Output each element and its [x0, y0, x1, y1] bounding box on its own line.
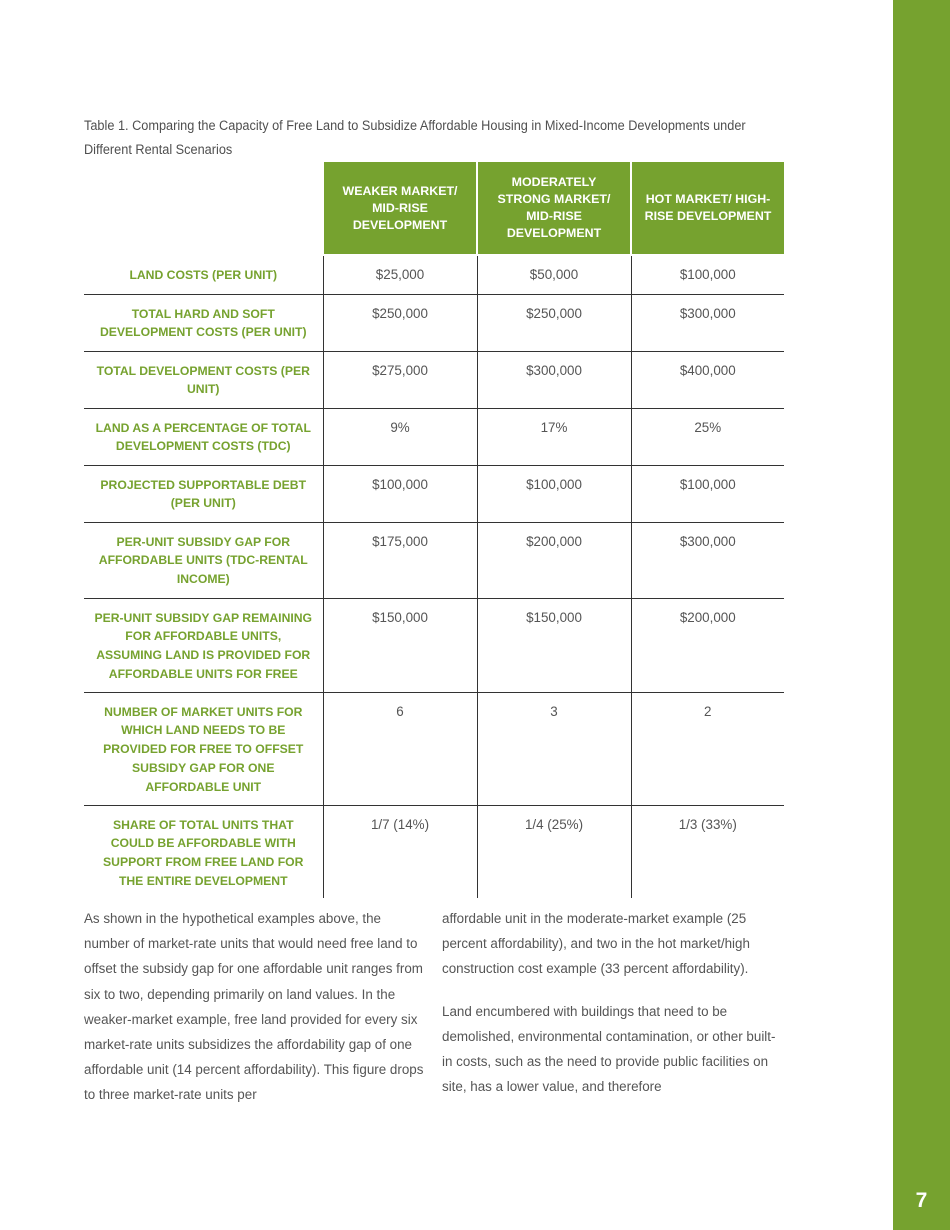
row-label-subsidy-gap: PER-UNIT SUBSIDY GAP FOR AFFORDABLE UNITS (TDC-RENTAL INCOME) — [98, 534, 308, 587]
table-cell: $25,000 — [323, 255, 477, 294]
table-header-row — [84, 162, 784, 255]
table-cell: $50,000 — [477, 255, 631, 294]
comparison-table — [84, 162, 784, 898]
table-cell: $250,000 — [323, 294, 477, 351]
row-label-subsidy-gap-remaining: PER-UNIT SUBSIDY GAP REMAINING FOR AFFORDABLE UNITS, ASSUMING LAND IS PROVIDED FOR AFFORDABLE UNITS FOR FREE — [94, 610, 313, 681]
column-header-hot-market: HOT MARKET/ HIGH-RISE DEVELOPMENT — [631, 162, 784, 255]
table-cell: 25% — [631, 408, 784, 465]
table-row — [84, 351, 784, 408]
column-header-moderately-strong-market: MODERATELY STRONG MARKET/ MID-RISE DEVELOPMENT — [477, 162, 631, 255]
table-cell: $200,000 — [477, 522, 631, 598]
row-label-number-of-market-units: NUMBER OF MARKET UNITS FOR WHICH LAND NEEDS TO BE PROVIDED FOR FREE TO OFFSET SUBSIDY GAP FOR ONE AFFORDABLE UNIT — [103, 704, 304, 794]
table-row — [84, 465, 784, 522]
table-cell: $100,000 — [477, 465, 631, 522]
table-row — [84, 522, 784, 598]
table-cell: $100,000 — [631, 465, 784, 522]
table-caption: Table 1. Comparing the Capacity of Free Land to Subsidize Affordable Housing in Mixed-Income Developments under Different Rental Scenarios — [84, 118, 746, 157]
table-row — [84, 294, 784, 351]
table-cell: $300,000 — [477, 351, 631, 408]
row-label-land-percentage: LAND AS A PERCENTAGE OF TOTAL DEVELOPMENT COSTS (TDC) — [95, 420, 311, 454]
table-cell: $150,000 — [323, 598, 477, 692]
table-cell: 9% — [323, 408, 477, 465]
table-cell: $300,000 — [631, 294, 784, 351]
page-number: 7 — [915, 1189, 928, 1212]
body-text-left-column — [84, 906, 424, 1108]
table-cell: $250,000 — [477, 294, 631, 351]
table-cell: $175,000 — [323, 522, 477, 598]
table-cell: 2 — [631, 692, 784, 805]
table-cell: 3 — [477, 692, 631, 805]
row-label-land-costs: LAND COSTS (PER UNIT) — [129, 268, 278, 282]
table-cell: $275,000 — [323, 351, 477, 408]
table-cell: 1/4 (25%) — [477, 805, 631, 898]
table-cell: 1/7 (14%) — [323, 805, 477, 898]
row-label-share-affordable: SHARE OF TOTAL UNITS THAT COULD BE AFFORDABLE WITH SUPPORT FROM FREE LAND FOR THE ENTIRE DEVELOPMENT — [103, 817, 304, 888]
body-paragraph: Land encumbered with buildings that need to be demolished, environmental contamination, or other built-in costs, such as the need to provide public facilities on site, has a lower value, and therefore — [442, 1003, 776, 1095]
table-cell: $150,000 — [477, 598, 631, 692]
table-cell: $200,000 — [631, 598, 784, 692]
table-cell: $100,000 — [323, 465, 477, 522]
row-label-total-development-costs: TOTAL DEVELOPMENT COSTS (PER UNIT) — [96, 363, 310, 397]
table-cell: $400,000 — [631, 351, 784, 408]
green-sidebar-band — [893, 0, 950, 1230]
table-cell: $100,000 — [631, 255, 784, 294]
table-row — [84, 598, 784, 692]
column-header-weaker-market: WEAKER MARKET/ MID-RISE DEVELOPMENT — [323, 162, 477, 255]
table-cell: 6 — [323, 692, 477, 805]
row-label-supportable-debt: PROJECTED SUPPORTABLE DEBT (PER UNIT) — [100, 477, 307, 511]
table-row — [84, 692, 784, 805]
row-label-hard-soft-costs: TOTAL HARD AND SOFT DEVELOPMENT COSTS (PER UNIT) — [99, 306, 307, 340]
body-paragraph: As shown in the hypothetical examples above, the number of market-rate units that would need free land to offset the subsidy gap for one affordable unit ranges from six to two, depending primarily on land values. In the weaker-market example, free land provided for every six market-rate units subsidizes the affordability gap of one affordable unit (14 percent affordability). This figure drops to three market-rate units per — [84, 911, 424, 1103]
table-row — [84, 408, 784, 465]
table-row — [84, 255, 784, 294]
table-row — [84, 805, 784, 898]
table-cell: 17% — [477, 408, 631, 465]
table-header-corner — [84, 162, 323, 255]
body-text-right-column — [442, 906, 782, 1099]
body-paragraph: affordable unit in the moderate-market example (25 percent affordability), and two in the hot market/high construction cost example (33 percent affordability). — [442, 911, 750, 977]
table-cell: $300,000 — [631, 522, 784, 598]
table-cell: 1/3 (33%) — [631, 805, 784, 898]
